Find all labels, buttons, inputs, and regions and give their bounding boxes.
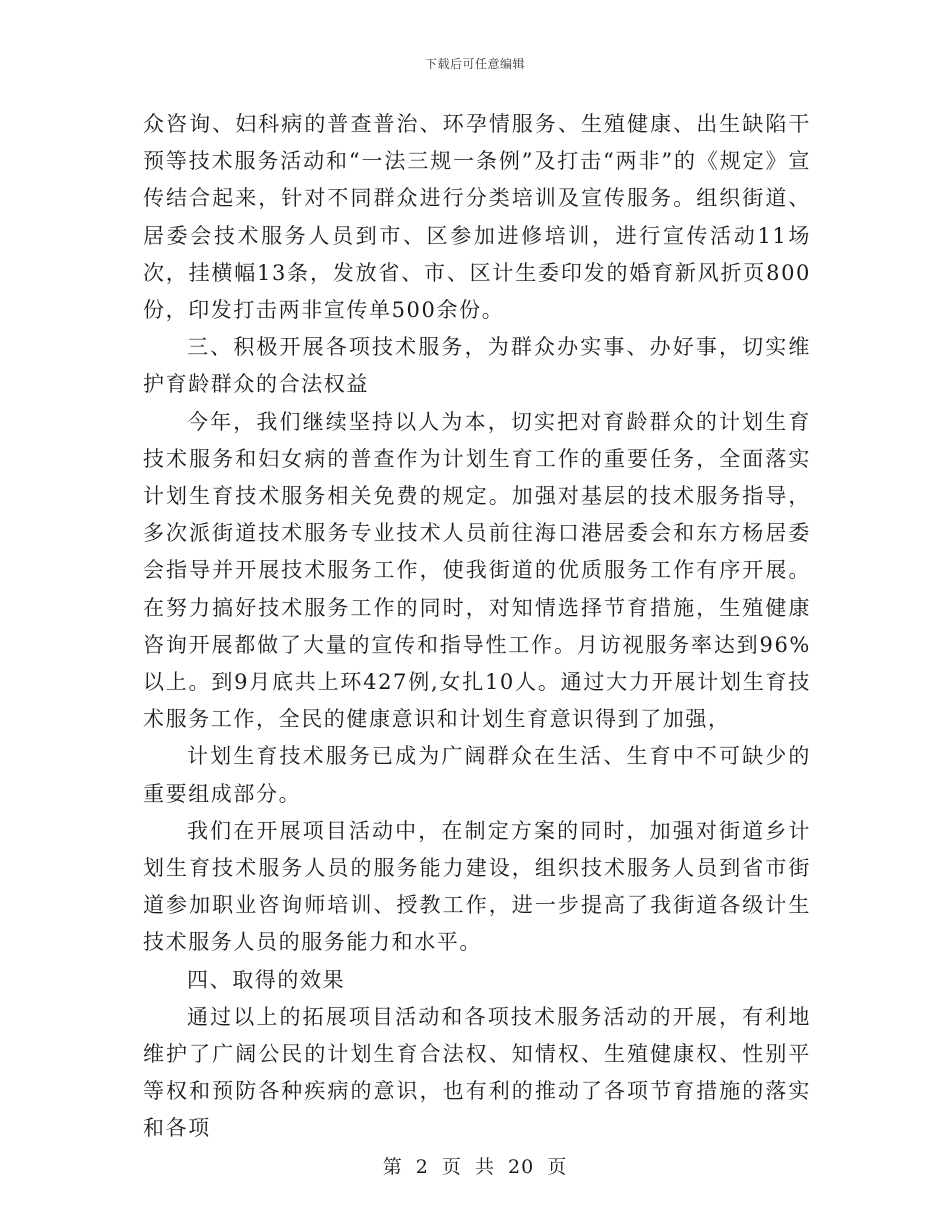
paragraph-4: 我们在开展项目活动中，在制定方案的同时，加强对街道乡计划生育技术服务人员的服务能力建设，组织技术服务人员到省市街道参加职业咨询师培训、授教工作，进一步提高了我街道各级计生技术服务人员的服务能力和水平。	[143, 818, 811, 955]
section-heading-3: 三、积极开展各项技术服务，为群众办实事、办好事，切实维护育龄群众的合法权益	[143, 335, 811, 397]
page-header-note: 下载后可任意编辑	[424, 57, 525, 71]
document-body	[143, 106, 811, 1148]
paragraph-2: 今年，我们继续坚持以人为本，切实把对育龄群众的计划生育技术服务和妇女病的普查作为计划生育工作的重要任务，全面落实计划生育技术服务相关免费的规定。加强对基层的技术服务指导，多次派街道技术服务专业技术人员前往海口港居委会和东方杨居委会指导并开展技术服务工作，使我街道的优质服务工作有序开展。在努力搞好技术服务工作的同时，对知情选择节育措施，生殖健康咨询开展都做了大量的宣传和指导性工作。月访视服务率达到96%以上。到9月底共上环427例,女扎10人。通过大力开展计划生育技术服务工作，全民的健康意识和计划生育意识得到了加强，	[143, 409, 811, 732]
section-heading-4: 四、取得的效果	[187, 967, 346, 992]
paragraph-1: 众咨询、妇科病的普查普治、环孕情服务、生殖健康、出生缺陷干预等技术服务活动和“一法三规一条例”及打击“两非”的《规定》宣传结合起来，针对不同群众进行分类培训及宣传服务。组织街道、居委会技术服务人员到市、区参加进修培训，进行宣传活动11场次，挂横幅13条，发放省、市、区计生委印发的婚育新风折页800份，印发打击两非宣传单500余份。	[143, 112, 811, 323]
page-number: 第 2 页 共 20 页	[382, 1156, 568, 1178]
paragraph-3: 计划生育技术服务已成为广阔群众在生活、生育中不可缺少的重要组成部分。	[143, 744, 811, 806]
paragraph-5: 通过以上的拓展项目活动和各项技术服务活动的开展，有利地维护了广阔公民的计划生育合法权、知情权、生殖健康权、性别平等权和预防各种疾病的意识，也有利的推动了各项节育措施的落实和各项	[143, 1004, 811, 1141]
